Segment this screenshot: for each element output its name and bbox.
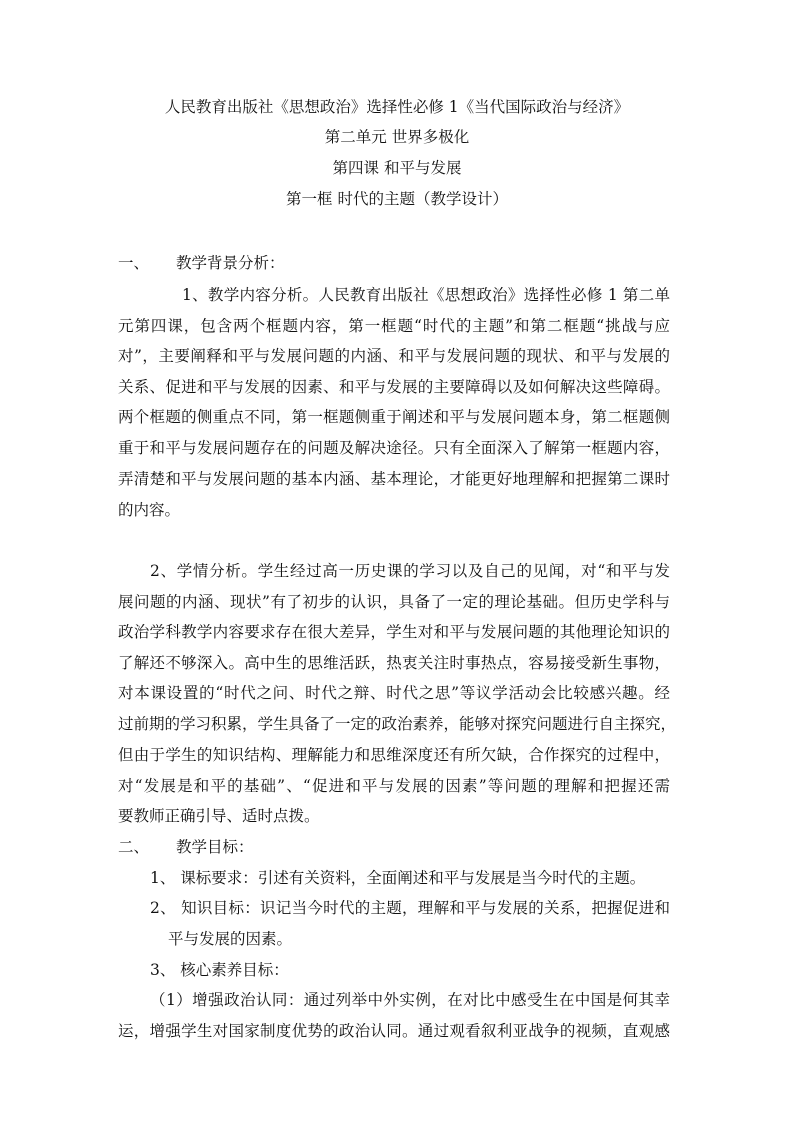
paragraph-line: 政治学科教学内容要求存在很大差异，学生对和平与发展问题的其他理论知识的	[118, 623, 670, 641]
paragraph-line: 弄清楚和平与发展问题的基本内涵、基本理论，才能更好地理解和把握第二课时	[118, 470, 670, 488]
paragraph-line: 展问题的内涵、现状”有了初步的认识，具备了一定的理论基础。但历史学科与	[118, 593, 670, 611]
paragraph-line: 1、教学内容分析。人民教育出版社《思想政治》选择性必修 1 第二单	[182, 286, 670, 304]
goal-item: 1、 课标要求：引述有关资料，全面阐述和平与发展是当今时代的主题。	[150, 869, 646, 887]
section-heading-text: 教学目标：	[176, 838, 254, 856]
paragraph-line: 过前期的学习积累，学生具备了一定的政治素养，能够对探究问题进行自主探究，	[118, 715, 677, 733]
section-number: 一、	[118, 254, 150, 272]
paragraph-line: 2、学情分析。学生经过高一历史课的学习以及自己的见闻，对“和平与发	[150, 562, 670, 580]
paragraph-line: 对本课设置的“时代之问、时代之辩、时代之思”等议学活动会比较感兴趣。经	[118, 684, 670, 702]
goal-item-continuation: 平与发展的因素。	[168, 930, 293, 948]
unit-title: 第二单元 世界多极化	[324, 128, 470, 146]
goal-item: 3、 核心素养目标：	[150, 961, 289, 979]
book-title: 人民教育出版社《思想政治》选择性必修 1《当代国际政治与经济》	[164, 98, 630, 116]
lesson-title: 第四课 和平与发展	[332, 159, 462, 177]
paragraph-line: 重于和平与发展问题存在的问题及解决途径。只有全面深入了解第一框题内容，	[118, 439, 670, 457]
paragraph-line: 了解还不够深入。高中生的思维活跃，热衷关注时事热点，容易接受新生事物，	[118, 654, 670, 672]
paragraph-line: 但由于学生的知识结构、理解能力和思维深度还有所欠缺，合作探究的过程中，	[118, 746, 670, 764]
section-heading-goals	[118, 837, 254, 857]
paragraph-line: （1）增强政治认同：通过列举中外实例，在对比中感受生在中国是何其幸	[150, 991, 670, 1009]
paragraph-line: 关系、促进和平与发展的因素、和平与发展的主要障碍以及如何解决这些障碍。	[118, 378, 670, 396]
paragraph-line: 的内容。	[118, 501, 181, 519]
paragraph-line: 对”，主要阐释和平与发展问题的内涵、和平与发展问题的现状、和平与发展的	[118, 347, 670, 365]
section-heading-background	[118, 253, 285, 273]
section-title: 第一框 时代的主题（教学设计）	[286, 190, 508, 208]
paragraph-line: 要教师正确引导、适时点拨。	[118, 807, 320, 825]
paragraph-line: 运，增强学生对国家制度优势的政治认同。通过观看叙利亚战争的视频，直观感	[118, 1022, 670, 1040]
paragraph-line: 元第四课，包含两个框题内容，第一框题“时代的主题”和第二框题“挑战与应	[118, 317, 670, 335]
section-number: 二、	[118, 838, 150, 856]
section-heading-text: 教学背景分析：	[176, 254, 285, 272]
goal-item: 2、 知识目标：识记当今时代的主题，理解和平与发展的关系，把握促进和	[150, 899, 670, 917]
paragraph-line: 两个框题的侧重点不同，第一框题侧重于阐述和平与发展问题本身，第二框题侧	[118, 408, 670, 426]
paragraph-line: 对“发展是和平的基础”、“促进和平与发展的因素”等问题的理解和把握还需	[118, 777, 670, 795]
